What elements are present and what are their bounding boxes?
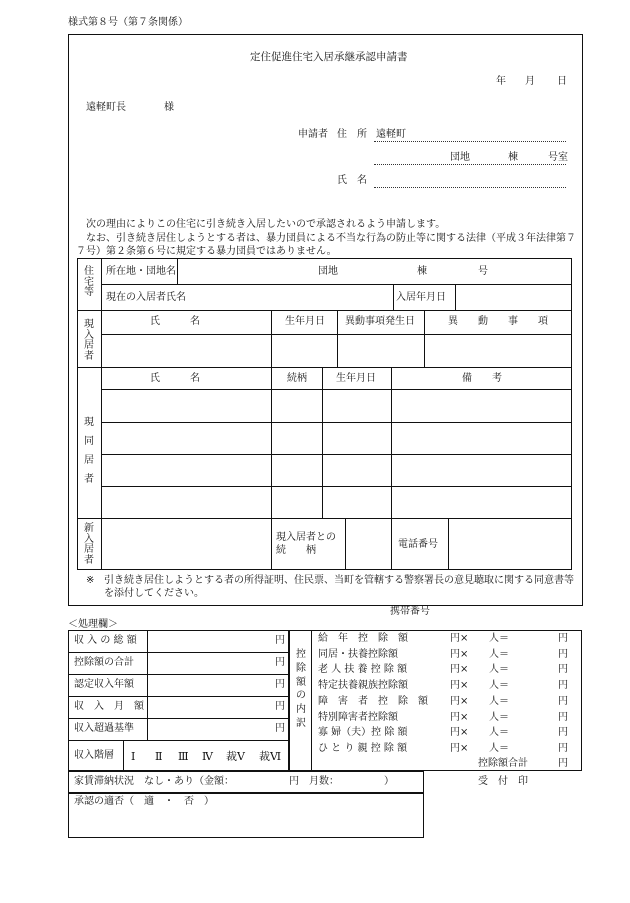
location-label: 所在地・団地名 xyxy=(106,266,176,277)
receipt-stamp-label: 受 付 印 xyxy=(478,776,528,787)
people-eq: 人＝ xyxy=(489,727,509,738)
rent-status[interactable]: 家賃滞納状況 なし・あり（金額： 円 月数： ） xyxy=(74,776,394,787)
yen-times: 円× xyxy=(450,712,469,723)
section-cohabitants: 現同居者 xyxy=(84,417,94,485)
deduction-name: 特定扶養親族控除額 xyxy=(318,680,408,691)
deduction-name: 寡 婦（夫）控 除 額 xyxy=(318,727,408,738)
yen-unit: 円 xyxy=(558,649,568,660)
deduction-name: 同居・扶養控除額 xyxy=(318,649,398,660)
processing-title: ＜処理欄＞ xyxy=(68,619,118,630)
applicant-to: 棟 xyxy=(508,152,518,163)
section-current-resident: 現入居者 xyxy=(84,319,94,362)
cell-line xyxy=(337,310,338,367)
cell-line xyxy=(147,630,148,740)
relation-label: 現入居者との続 柄 xyxy=(276,532,336,556)
cell-line xyxy=(311,630,312,771)
yen-unit: 円 xyxy=(275,723,285,734)
section-divider xyxy=(101,258,102,570)
co-header-name: 氏 名 xyxy=(150,373,200,384)
people-eq: 人＝ xyxy=(489,649,509,660)
cell-line xyxy=(123,740,124,771)
applicant-role-label: 申請者 xyxy=(298,129,328,140)
applicant-address-value[interactable]: 遠軽町 xyxy=(376,129,406,140)
deduction-breakdown-label: 控除額の内訳 xyxy=(296,649,306,729)
row-line xyxy=(68,740,289,741)
people-eq: 人＝ xyxy=(489,712,509,723)
note-text: 引き続き居住しようとする者の所得証明、住民票、当町を管轄する警察署長の意見聴取に関する同意書等を添付してください。 xyxy=(104,575,574,599)
intro-line2: なお、引き続き居住しようとする者は、暴力団員による不当な行為の防止等に関する法律（平成３年法律第７７号）第２条第６号に規定する暴力団員ではありません。 xyxy=(76,233,576,257)
cell-line xyxy=(271,518,272,570)
cell-line xyxy=(271,310,272,367)
row-line xyxy=(77,310,572,311)
people-eq: 人＝ xyxy=(489,633,509,644)
row-line xyxy=(77,518,572,519)
yen-times: 円× xyxy=(450,696,469,707)
people-eq: 人＝ xyxy=(489,680,509,691)
name-line[interactable] xyxy=(374,187,566,188)
row-line xyxy=(68,696,289,697)
form-number: 様式第８号（第７条関係） xyxy=(68,17,188,28)
yen-times: 円× xyxy=(450,664,469,675)
housing-danchi: 団地 xyxy=(318,266,338,277)
yen-unit: 円 xyxy=(558,758,568,769)
move-in-date-label: 入居年月日 xyxy=(396,292,446,303)
address-line xyxy=(374,141,566,142)
row-line xyxy=(101,422,572,423)
date-month: 月 xyxy=(525,76,535,87)
cell-line xyxy=(177,258,178,284)
people-eq: 人＝ xyxy=(489,743,509,754)
applicant-name-label: 氏 名 xyxy=(337,175,367,186)
housing-go: 号 xyxy=(478,266,488,277)
cr-header-birth: 生年月日 xyxy=(285,316,325,327)
people-eq: 人＝ xyxy=(489,664,509,675)
row-line xyxy=(101,454,572,455)
cell-line xyxy=(391,367,392,518)
cr-header-change-item: 異 動 事 項 xyxy=(448,316,548,327)
row-line xyxy=(68,718,289,719)
intro-line1: 次の理由によりこの住宅に引き続き入居したいので承認されるよう申請します。 xyxy=(86,219,446,230)
cell-line xyxy=(271,367,272,518)
co-header-remarks: 備 考 xyxy=(462,373,502,384)
deduction-name: 給 年 控 除 額 xyxy=(318,633,408,644)
level-5[interactable]: 裁Ⅴ xyxy=(226,750,245,763)
row-line xyxy=(68,674,289,675)
note-mark: ※ xyxy=(86,575,95,586)
row-line xyxy=(101,486,572,487)
yen-unit: 円 xyxy=(558,712,568,723)
section-new-resident: 新入居者 xyxy=(84,523,94,566)
mobile-label: 携帯番号 xyxy=(390,606,430,617)
yen-unit: 円 xyxy=(275,635,285,646)
form-title: 定住促進住宅入居承継承認申請書 xyxy=(250,51,408,63)
deduction-sum-label: 控除額の合計 xyxy=(74,657,134,668)
deduction-name: ひ と り 親 控 除 額 xyxy=(318,743,408,754)
applicant-address-label: 住 所 xyxy=(337,129,367,140)
approval-label[interactable]: 承認の適否（ 適 ・ 否 ） xyxy=(74,796,214,807)
annual-income-label: 認定収入年額 xyxy=(74,679,134,690)
cell-line xyxy=(424,310,425,367)
cell-line xyxy=(455,284,456,310)
deduction-total-label: 控除額合計 xyxy=(478,758,528,769)
cell-line xyxy=(448,518,449,570)
level-2[interactable]: Ⅱ xyxy=(155,750,163,763)
row-line xyxy=(101,284,572,285)
co-header-birth: 生年月日 xyxy=(336,373,376,384)
yen-unit: 円 xyxy=(558,633,568,644)
yen-unit: 円 xyxy=(558,664,568,675)
yen-times: 円× xyxy=(450,649,469,660)
level-4[interactable]: Ⅳ xyxy=(202,750,213,763)
cell-line xyxy=(393,284,394,310)
row-line xyxy=(68,652,289,653)
level-3[interactable]: Ⅲ xyxy=(178,750,189,763)
applicant-room: 号室 xyxy=(548,152,568,163)
yen-times: 円× xyxy=(450,680,469,691)
date-year: 年 xyxy=(496,76,506,87)
people-eq: 人＝ xyxy=(489,696,509,707)
row-line xyxy=(101,389,572,390)
yen-times: 円× xyxy=(450,633,469,644)
address-line-2 xyxy=(374,164,566,165)
cell-line xyxy=(391,518,392,570)
yen-times: 円× xyxy=(450,743,469,754)
deduction-name: 障 害 者 控 除 額 xyxy=(318,696,428,707)
cell-line xyxy=(322,367,323,518)
co-header-relation: 続柄 xyxy=(287,373,307,384)
section-housing: 住宅等 xyxy=(84,266,94,298)
level-6[interactable]: 裁Ⅵ xyxy=(259,750,282,763)
yen-unit: 円 xyxy=(275,679,285,690)
yen-unit: 円 xyxy=(558,727,568,738)
monthly-income-label: 収 入 月 額 xyxy=(74,701,144,712)
income-total-label: 収 入 の 総 額 xyxy=(74,635,137,646)
level-1[interactable]: Ⅰ xyxy=(131,750,136,763)
current-resident-name-label: 現在の入居者氏名 xyxy=(106,292,186,303)
deduction-name: 老 人 扶 養 控 除 額 xyxy=(318,664,408,675)
cr-header-change-date: 異動事項発生日 xyxy=(345,316,415,327)
cr-header-name: 氏 名 xyxy=(150,316,200,327)
phone-label: 電話番号 xyxy=(398,539,438,550)
yen-times: 円× xyxy=(450,727,469,738)
cell-line xyxy=(345,518,346,570)
applicant-danchi: 団地 xyxy=(450,152,470,163)
deduction-name: 特別障害者控除額 xyxy=(318,712,398,723)
yen-unit: 円 xyxy=(275,657,285,668)
income-level-label: 収入階層 xyxy=(74,750,114,761)
addressee-name: 遠軽町長 xyxy=(86,102,126,113)
housing-to: 棟 xyxy=(417,266,427,277)
yen-unit: 円 xyxy=(558,743,568,754)
yen-unit: 円 xyxy=(275,701,285,712)
addressee-honorific: 様 xyxy=(164,102,174,113)
yen-unit: 円 xyxy=(558,696,568,707)
date-day: 日 xyxy=(557,76,567,87)
excess-standard-label: 収入超過基準 xyxy=(74,723,134,734)
main-table xyxy=(77,258,572,570)
yen-unit: 円 xyxy=(558,680,568,691)
row-line xyxy=(77,367,572,368)
